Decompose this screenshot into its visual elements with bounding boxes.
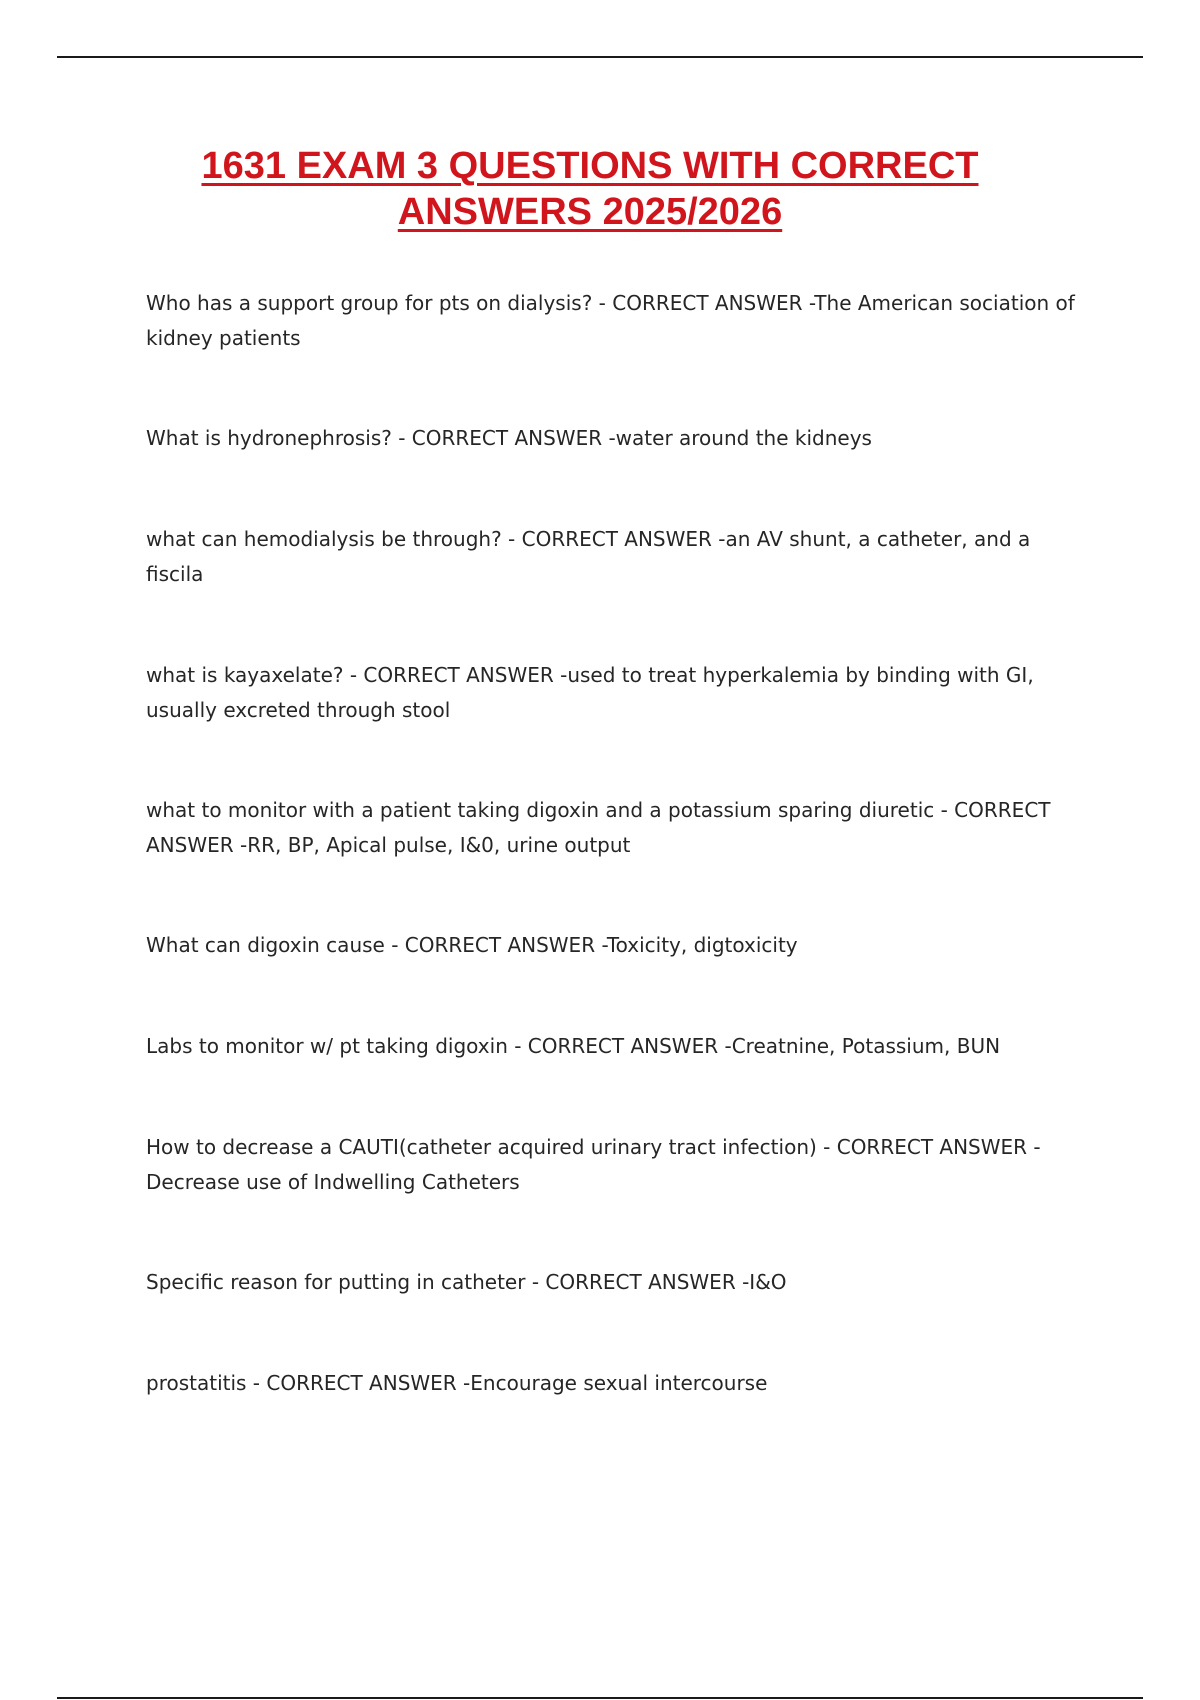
qa-item-8: How to decrease a CAUTI(catheter acquired urinary tract infection) - CORRECT ANSWER - Decrease use of Indwelling Catheters bbox=[146, 1135, 1041, 1194]
document-title-line-1: 1631 EXAM 3 QUESTIONS WITH CORRECT bbox=[201, 145, 979, 187]
qa-item-10: prostatitis - CORRECT ANSWER -Encourage sexual intercourse bbox=[146, 1371, 768, 1395]
document-title bbox=[150, 143, 1030, 235]
qa-item-1: Who has a support group for pts on dialysis? - CORRECT ANSWER -The American sociation of kidney patients bbox=[146, 291, 1075, 350]
qa-item-2: What is hydronephrosis? - CORRECT ANSWER -water around the kidneys bbox=[146, 426, 872, 450]
bottom-divider bbox=[57, 1697, 1143, 1699]
question-answer-list bbox=[146, 286, 1086, 1467]
qa-item-6: What can digoxin cause - CORRECT ANSWER -Toxicity, digtoxicity bbox=[146, 933, 798, 957]
document-title-line-2: ANSWERS 2025/2026 bbox=[397, 191, 783, 233]
qa-item-4: what is kayaxelate? - CORRECT ANSWER -used to treat hyperkalemia by binding with GI, usually excreted through stool bbox=[146, 663, 1034, 722]
qa-item-3: what can hemodialysis be through? - CORRECT ANSWER -an AV shunt, a catheter, and a fiscila bbox=[146, 527, 1031, 586]
top-divider bbox=[57, 56, 1143, 58]
qa-item-7: Labs to monitor w/ pt taking digoxin - CORRECT ANSWER -Creatnine, Potassium, BUN bbox=[146, 1034, 1001, 1058]
qa-item-9: Specific reason for putting in catheter - CORRECT ANSWER -I&O bbox=[146, 1270, 787, 1294]
qa-item-5: what to monitor with a patient taking digoxin and a potassium sparing diuretic - CORRECT ANSWER -RR, BP, Apical pulse, I&0, urine output bbox=[146, 798, 1051, 857]
